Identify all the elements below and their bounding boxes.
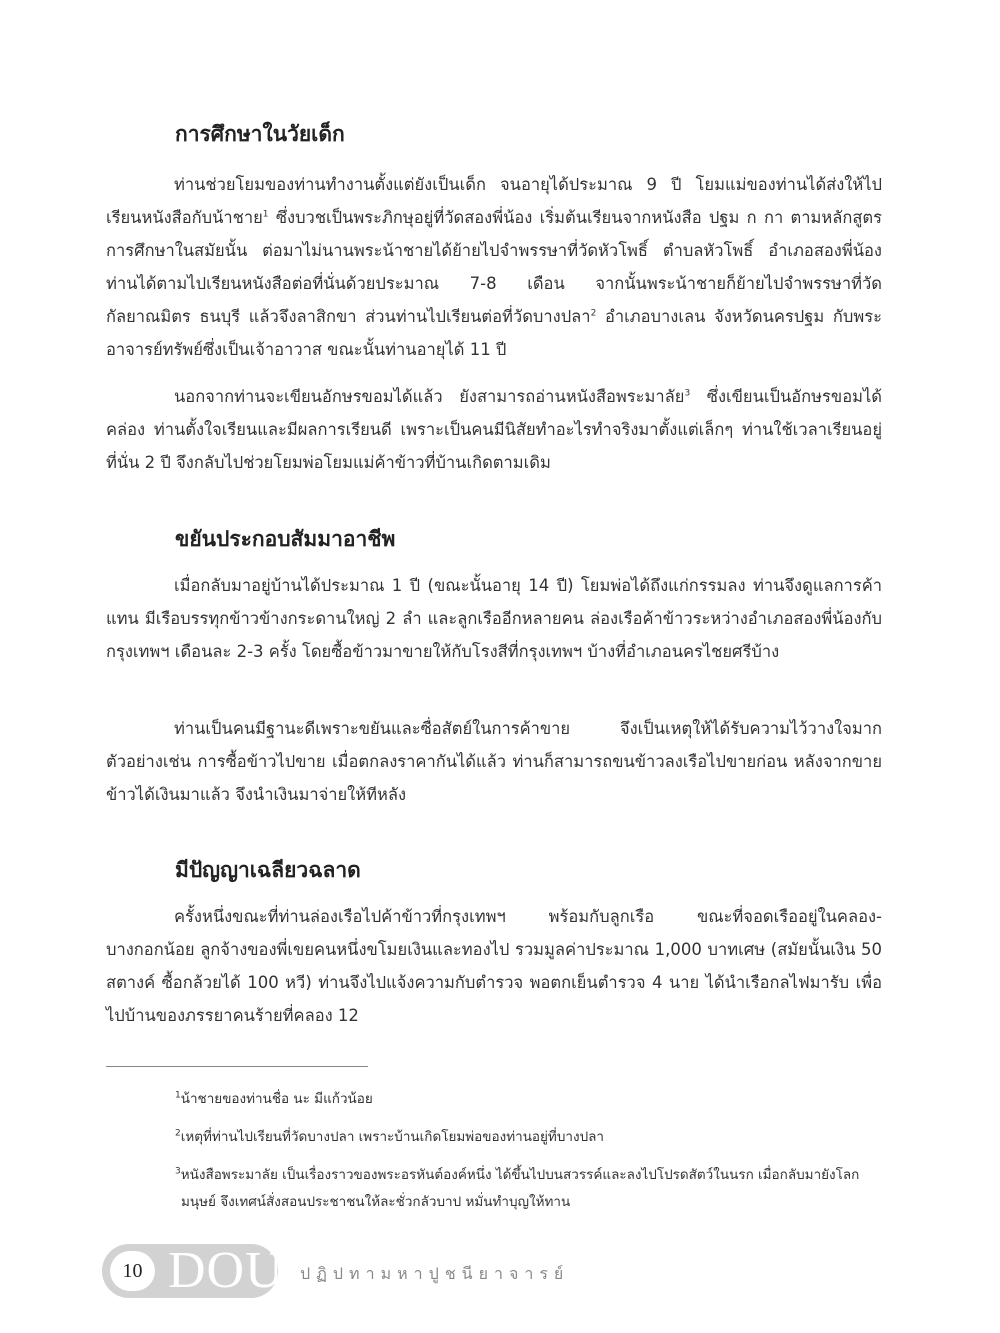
section-title: การศึกษาในวัยเด็ก: [175, 122, 345, 146]
paragraph-text: ครั้งหนึ่งขณะที่ท่านล่องเรือไปค้าข้าวที่กรุงเทพฯ พร้อมกับลูกเรือ ขณะที่จอดเรืออยู่ในคลอง-บางกอกน้อย ลูกจ้างของพี่เขยคนหนึ่งขโมยเงินและทองไป รวมมูลค่าประมาณ 1,000 บาทเศษ (สมัยนั้นเงิน 50 สตางค์ ซื้อกล้วยได้ 100 หวี) ท่านจึงไปแจ้งความกับตำรวจ พอตกเย็นตำรวจ 4 นาย ได้นำเรือกลไฟมารับ เพื่อไปบ้านของภรรยาคนร้ายที่คลอง 12: [106, 907, 882, 1025]
section-title: ขยันประกอบสัมมาอาชีพ: [175, 527, 396, 551]
paragraph-text: ซึ่งเขียนเป็นอักษรขอมได้คล่อง ท่านตั้งใจเรียนและมีผลการเรียนดี เพราะเป็นคนมีนิสัยทำอะไรทำจริงมาตั้งแต่เล็กๆ ท่านใช้เวลาเรียนอยู่ที่นั่น 2 ปี จึงกลับไปช่วยโยมพ่อโยมแม่ค้าข้าวที่บ้านเกิดตามเดิม: [106, 387, 882, 472]
paragraph-text: ท่านช่วยโยมของท่านทำงานตั้งแต่ยังเป็นเด็ก จนอายุได้ประมาณ 9 ปี โยมแม่ของท่านได้ส่งให้ไปเรียนหนังสือกับน้าชาย: [106, 175, 882, 227]
body-paragraph: [106, 712, 882, 811]
running-title: ปฏิปทามหาปูชนียาจารย์: [300, 1264, 570, 1283]
paragraph-text: นอกจากท่านจะเขียนอักษรขอมได้แล้ว ยังสามารถอ่านหนังสือพระมาลัย: [174, 387, 685, 406]
footnote-marker: 1: [262, 209, 269, 220]
footnote-text: น้าชายของท่านชื่อ นะ มีแก้วน้อย: [180, 1091, 373, 1107]
footnote-number: 1: [175, 1090, 181, 1101]
footnote-text: เหตุที่ท่านไปเรียนที่วัดบางปลา เพราะบ้านเกิดโยมพ่อของท่านอยู่ที่บางปลา: [180, 1129, 605, 1145]
footnote-number: 3: [175, 1166, 181, 1177]
page-number: 10: [110, 1251, 155, 1291]
body-paragraph: [106, 380, 882, 479]
footnote: [175, 1086, 891, 1113]
footnote-number: 2: [175, 1128, 181, 1139]
paragraph-text: เมื่อกลับมาอยู่บ้านได้ประมาณ 1 ปี (ขณะนั้นอายุ 14 ปี) โยมพ่อได้ถึงแก่กรรมลง ท่านจึงดูแลการค้าแทน มีเรือบรรทุกข้าวข้างกระดานใหญ่ 2 ลำ และลูกเรืออีกหลายคน ล่องเรือค้าข้าวระหว่างอำเภอสองพี่น้องกับกรุงเทพฯ เดือนละ 2-3 ครั้ง โดยซื้อข้าวมาขายให้กับโรงสีที่กรุงเทพฯ บ้างที่อำเภอนครไชยศรีบ้าง: [106, 576, 882, 661]
body-paragraph: [106, 900, 882, 1032]
paragraph-text: ซึ่งบวชเป็นพระภิกษุอยู่ที่วัดสองพี่น้อง เริ่มต้นเรียนจากหนังสือ ปฐม ก กา ตามหลักสูตรการศึกษาในสมัยนั้น ต่อมาไม่นานพระน้าชายได้ย้ายไปจำพรรษาที่วัดหัวโพธิ์ ตำบลหัวโพธิ์ อำเภอสองพี่น้อง ท่านได้ตามไปเรียนหนังสือต่อที่นั่นด้วยประมาณ 7-8 เดือน จากนั้นพระน้าชายก็ย้ายไปจำพรรษาที่วัดกัลยาณมิตร ธนบุรี แล้วจึงลาสิกขา ส่วนท่านไปเรียนต่อที่วัดบางปลา: [106, 208, 882, 326]
brand-logo-text: DOU: [168, 1242, 284, 1299]
footnote: [175, 1162, 891, 1216]
footnote-text: หนังสือพระมาลัย เป็นเรื่องราวของพระอรหันต์องค์หนึ่ง ได้ขึ้นไปบนสวรรค์และลงไปโปรดสัตว์ในนรก เมื่อกลับมายังโลกมนุษย์ จึงเทศน์สั่งสอนประชาชนให้ละชั่วกลัวบาป หมั่นทำบุญให้ทาน: [180, 1167, 860, 1210]
body-paragraph: [106, 569, 882, 668]
body-paragraph: [106, 168, 882, 366]
footnote-marker: 3: [684, 388, 691, 399]
section-title: มีปัญญาเฉลียวฉลาด: [175, 858, 361, 882]
footnote: [175, 1124, 891, 1151]
footnote-divider: [106, 1066, 368, 1067]
footnote-marker: 2: [590, 308, 597, 319]
paragraph-text: อำเภอบางเลน จังหวัดนครปฐม กับพระอาจารย์ทรัพย์ซึ่งเป็นเจ้าอาวาส ขณะนั้นท่านอายุได้ 11 ปี: [106, 307, 882, 359]
paragraph-text: ท่านเป็นคนมีฐานะดีเพราะขยันและซื่อสัตย์ในการค้าขาย จึงเป็นเหตุให้ได้รับความไว้วางใจมาก ตัวอย่างเช่น การซื้อข้าวไปขาย เมื่อตกลงราคากันได้แล้ว ท่านก็สามารถขนข้าวลงเรือไปขายก่อน หลังจากขายข้าวได้เงินมาแล้ว จึงนำเงินมาจ่ายให้ทีหลัง: [106, 719, 882, 804]
